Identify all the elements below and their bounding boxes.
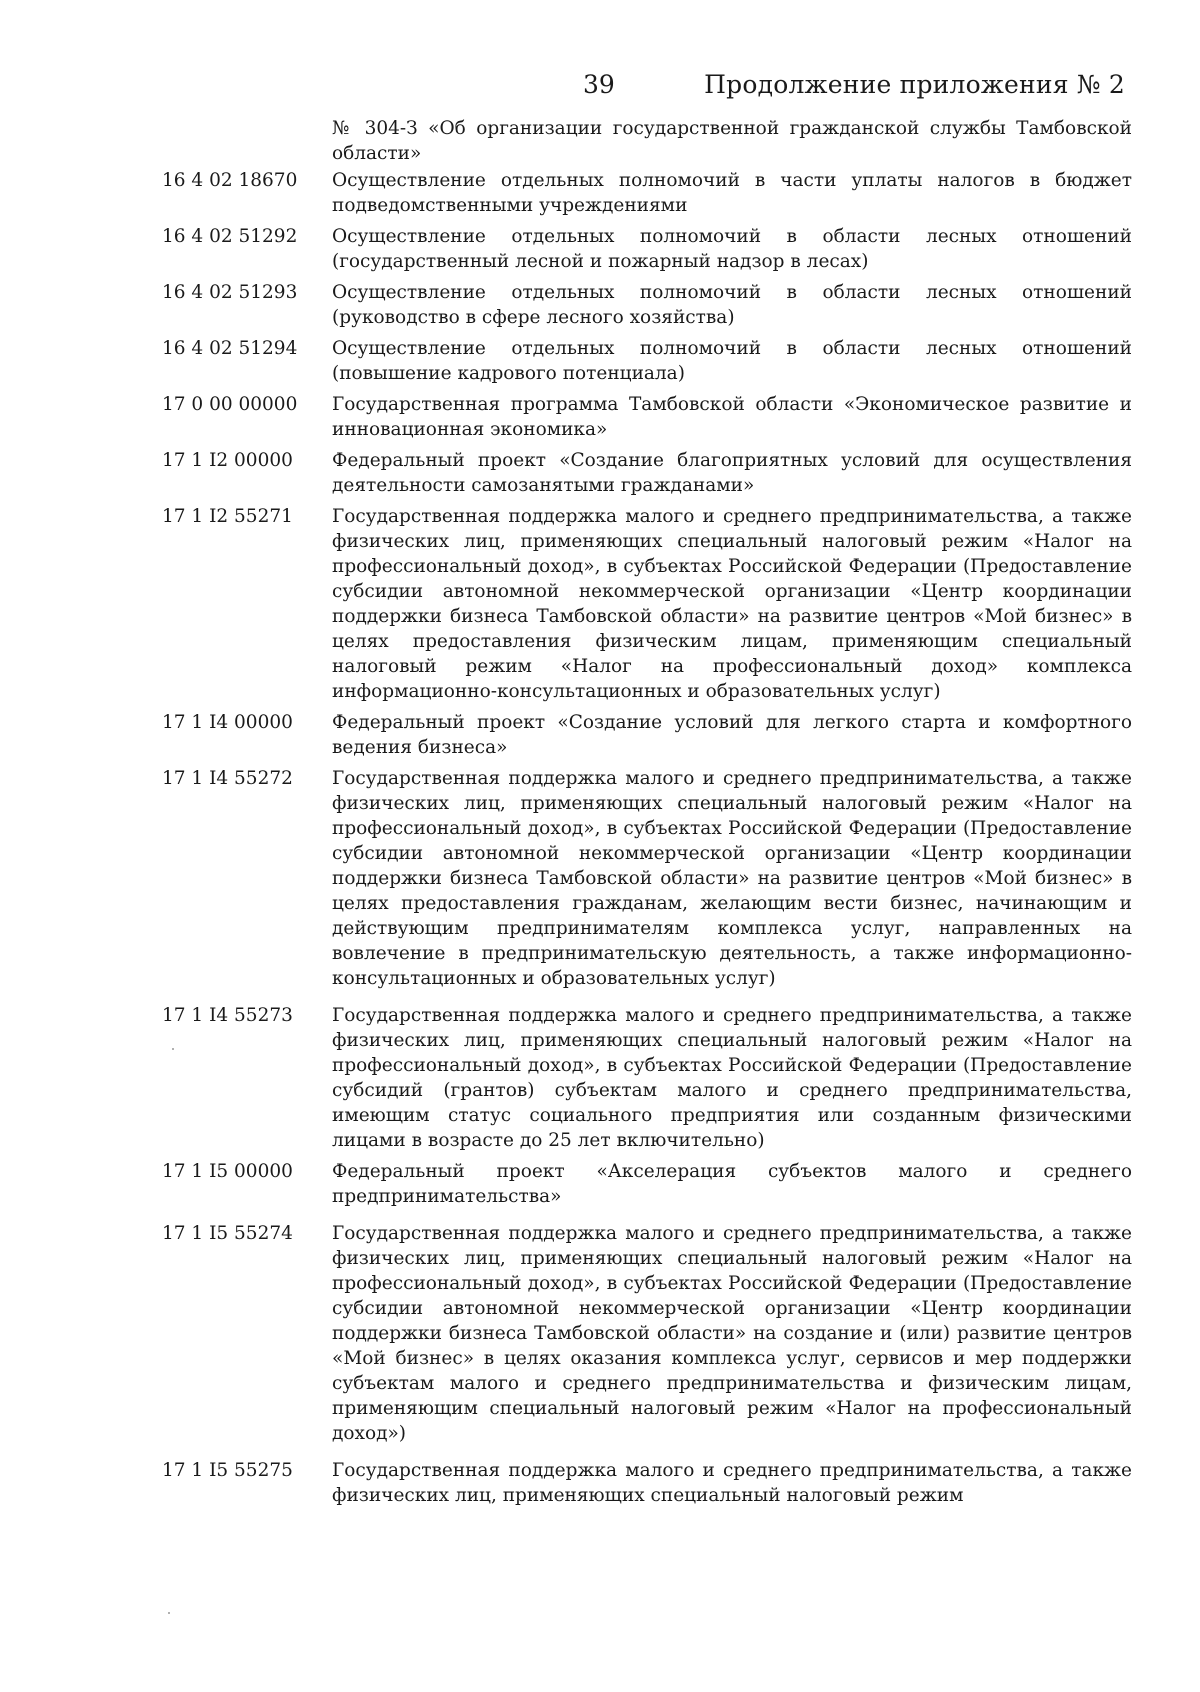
- item-description: № 304-З «Об организации государственной гражданской службы Тамбовской области»: [332, 118, 1132, 164]
- item-description: Осуществление отдельных полномочий в части уплаты налогов в бюджет подведомственными учреждениями: [332, 170, 1132, 216]
- page-number: 39: [583, 70, 615, 99]
- item-description: Федеральный проект «Создание условий для легкого старта и комфортного ведения бизнеса»: [332, 712, 1132, 758]
- item-description: Осуществление отдельных полномочий в области лесных отношений (повышение кадрового потенциала): [332, 338, 1132, 384]
- item-description: Государственная поддержка малого и среднего предпринимательства, а также физических лиц, применяющих специальный налоговый режим «Налог на профессиональный доход», в субъектах Российской Федерации (Предоставление субсидии автономной некоммерческой организации «Центр координации поддержки бизнеса Тамбовской области» на создание и (или) развитие центров «Мой бизнес» в целях оказания комплекса услуг, сервисов и мер поддержки субъектам малого и среднего предпринимательства и физическим лицам, применяющим специальный налоговый режим «Налог на профессиональный доход»): [332, 1223, 1132, 1444]
- list-item: [162, 504, 1132, 704]
- item-description: Государственная поддержка малого и среднего предпринимательства, а также физических лиц, применяющих специальный налоговый режим «Налог на профессиональный доход», в субъектах Российской Федерации (Предоставление субсидий (грантов) субъектам малого и среднего предпринимательства, имеющим статус социального предприятия или созданным физическими лицами в возрасте до 25 лет включительно): [332, 1005, 1132, 1151]
- list-item: [162, 392, 1132, 442]
- list-item: [162, 336, 1132, 386]
- list-item: [162, 280, 1132, 330]
- item-description: Государственная поддержка малого и среднего предпринимательства, а также физических лиц, применяющих специальный налоговый режим «Налог на профессиональный доход», в субъектах Российской Федерации (Предоставление субсидии автономной некоммерческой организации «Центр координации поддержки бизнеса Тамбовской области» на развитие центров «Мой бизнес» в целях предоставления гражданам, желающим вести бизнес, начинающим и действующим предпринимателям комплекса услуг, направленных на вовлечение в предпринимательскую деятельность, а также информационно-консультационных и образовательных услуг): [332, 768, 1132, 989]
- item-code: 17 1 I2 00000: [162, 450, 293, 471]
- item-description: Осуществление отдельных полномочий в области лесных отношений (руководство в сфере лесного хозяйства): [332, 282, 1132, 328]
- page-header: [0, 70, 1200, 110]
- item-description: Государственная программа Тамбовской области «Экономическое развитие и инновационная экономика»: [332, 394, 1132, 440]
- item-description: Государственная поддержка малого и среднего предпринимательства, а также физических лиц, применяющих специальный налоговый режим: [332, 1460, 1132, 1506]
- list-item: [162, 448, 1132, 498]
- list-item: [162, 116, 1132, 166]
- item-code: 17 1 I4 55272: [162, 768, 293, 789]
- item-code: 17 1 I5 55274: [162, 1223, 293, 1244]
- list-item: [162, 168, 1132, 218]
- item-code: 17 1 I2 55271: [162, 506, 293, 527]
- item-code: 16 4 02 51294: [162, 338, 298, 359]
- list-item: [162, 710, 1132, 760]
- item-code: 17 1 I4 00000: [162, 712, 293, 733]
- list-item: [162, 1221, 1132, 1446]
- item-code: 17 1 I4 55273: [162, 1005, 293, 1026]
- item-description: Государственная поддержка малого и среднего предпринимательства, а также физических лиц, применяющих специальный налоговый режим «Налог на профессиональный доход», в субъектах Российской Федерации (Предоставление субсидии автономной некоммерческой организации «Центр координации поддержки бизнеса Тамбовской области» на развитие центров «Мой бизнес» в целях предоставления физическим лицам, применяющим специальный налоговый режим «Налог на профессиональный доход» комплекса информационно-консультационных и образовательных услуг): [332, 506, 1132, 702]
- list-item: [162, 1458, 1132, 1508]
- item-code: 17 1 I5 00000: [162, 1161, 293, 1182]
- item-code: 16 4 02 51293: [162, 282, 298, 303]
- item-code: 17 0 00 00000: [162, 394, 298, 415]
- appendix-continuation-title: Продолжение приложения № 2: [704, 70, 1125, 99]
- list-item: [162, 1003, 1132, 1153]
- list-item: [162, 1159, 1132, 1209]
- item-code: 16 4 02 18670: [162, 170, 298, 191]
- classification-list: [162, 116, 1132, 1514]
- item-code: 17 1 I5 55275: [162, 1460, 293, 1481]
- list-item: [162, 766, 1132, 991]
- item-description: Осуществление отдельных полномочий в области лесных отношений (государственный лесной и пожарный надзор в лесах): [332, 226, 1132, 272]
- item-code: 16 4 02 51292: [162, 226, 298, 247]
- scan-speck: [168, 1612, 170, 1614]
- item-description: Федеральный проект «Создание благоприятных условий для осуществления деятельности самозанятыми гражданами»: [332, 450, 1132, 496]
- item-description: Федеральный проект «Акселерация субъектов малого и среднего предпринимательства»: [332, 1161, 1132, 1207]
- scan-speck: [172, 1048, 174, 1050]
- list-item: [162, 224, 1132, 274]
